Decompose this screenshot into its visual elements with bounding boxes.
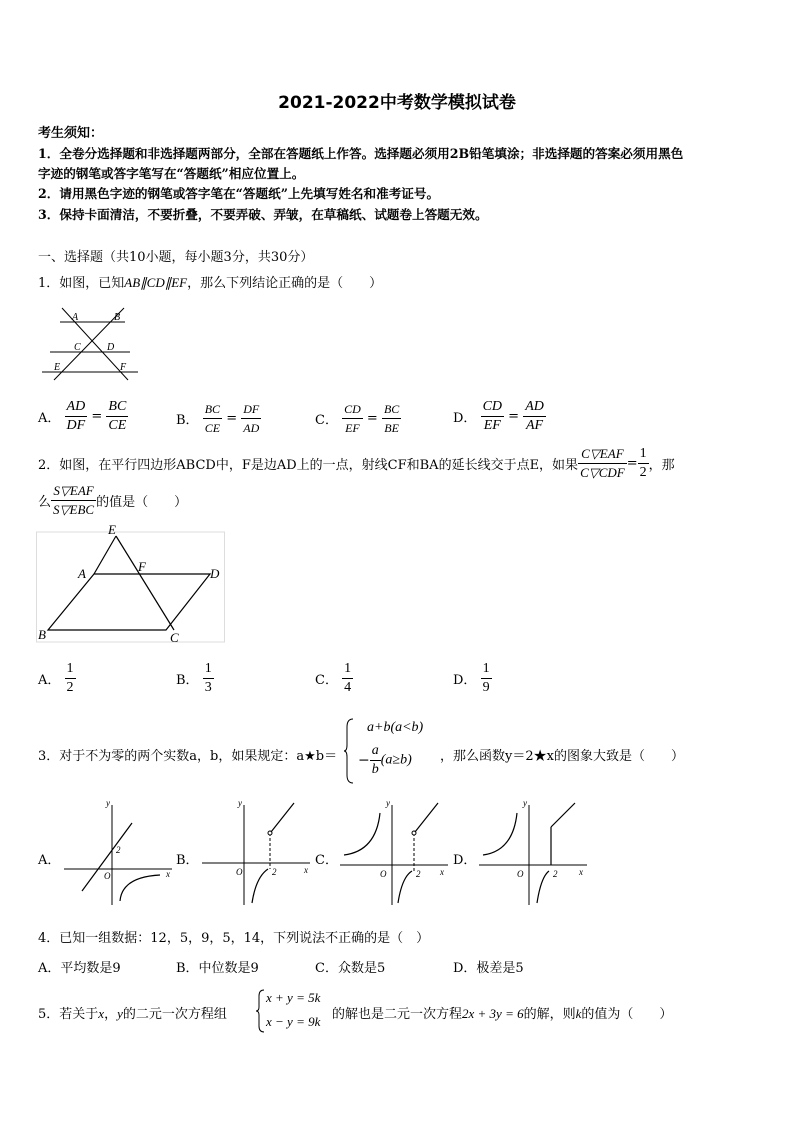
notice-line-3: 3．保持卡面清洁，不要折叠，不要弄破、弄皱，在草稿纸、试题卷上答题无效。 xyxy=(38,207,488,222)
label-B: B xyxy=(38,627,46,642)
page-title: 2021-2022中考数学模拟试卷 xyxy=(278,93,516,113)
q3-case-2: − $\frac{a}{b}$ (a≥b) xyxy=(358,743,412,777)
q4-option-a[interactable]: A．平均数是9 xyxy=(38,961,121,976)
q3-stem-post: ，那么函数y＝2★x的图象大致是（ ） xyxy=(440,749,684,764)
q4-option-b[interactable]: B．中位数是9 xyxy=(176,961,259,976)
q3-option-b-label[interactable]: B． xyxy=(176,853,199,868)
q2-option-a[interactable]: A． $\frac{1}{2}$ xyxy=(38,661,74,695)
q1-suffix: ，那么下列结论正确的是（ ） xyxy=(187,276,383,291)
label-A: A xyxy=(72,312,79,323)
y-axis-label: y xyxy=(386,798,390,808)
x-axis-label: x xyxy=(166,869,170,879)
line-ec xyxy=(116,536,174,630)
q1-option-b[interactable]: B． $\frac{BC}{CE}$ = $\frac{DF}{AD}$ xyxy=(176,402,260,435)
line-graph xyxy=(551,803,575,827)
tick-label: 2 xyxy=(416,869,421,879)
origin-label: O xyxy=(236,867,243,877)
q5-stem-end: 的解也是二元一次方程2x + 3y = 6的解，则k的值为（ ） xyxy=(332,1006,673,1022)
label-E: E xyxy=(108,522,116,537)
x-axis-label: x xyxy=(304,865,308,875)
figure-frame xyxy=(37,532,225,642)
y-axis-label: y xyxy=(238,798,242,808)
q2-option-c[interactable]: C． $\frac{1}{4}$ xyxy=(315,661,352,695)
notice-line-1b: 字迹的钢笔或答字笔写在“答题纸”相应位置上。 xyxy=(38,166,305,181)
x-axis-label: x xyxy=(440,867,444,877)
q3-graph-c[interactable] xyxy=(336,797,454,909)
origin-label: O xyxy=(380,869,387,879)
curve-graph xyxy=(252,869,268,903)
q2-stem-line2: 么 $\frac{\text{S▽EAF}}{\text{S▽EBC}}$ 的值是（ ） xyxy=(38,483,188,517)
q2-figure xyxy=(36,522,226,646)
label-D: D xyxy=(107,342,115,353)
q2-option-b[interactable]: B． $\frac{1}{3}$ xyxy=(176,661,212,695)
line-ae xyxy=(94,536,116,574)
q1-option-d[interactable]: D． $\frac{CD}{EF}$ = $\frac{AD}{AF}$ xyxy=(453,399,544,433)
label-E: E xyxy=(54,362,61,373)
q3-option-c-label[interactable]: C． xyxy=(315,853,338,868)
q2-stem-line1: 2．如图，在平行四边形ABCD中，F是边AD上的一点，射线CF和BA的延长线交于点E，如果 $\frac{\text{C▽EAF}}{\text{C▽CDF}}$ = $\frac{1}{2}$ ，那 xyxy=(38,446,675,480)
label-B: B xyxy=(114,312,121,323)
curve-right xyxy=(537,871,549,903)
tick-label: 2 xyxy=(116,845,121,855)
q3-graph-b[interactable] xyxy=(198,797,316,909)
q1-figure xyxy=(40,300,140,382)
q3-case-1: a+b(a<b) xyxy=(367,720,424,735)
notice-line-2: 2．请用黑色字迹的钢笔或答字笔在“答题纸”上先填写姓名和准考证号。 xyxy=(38,186,440,201)
x-axis-label: x xyxy=(579,867,583,877)
q3-option-d-label[interactable]: D． xyxy=(453,853,477,868)
origin-label: O xyxy=(517,869,524,879)
q4-option-c[interactable]: C．众数是5 xyxy=(315,961,386,976)
curve-right xyxy=(398,871,412,903)
tick-label: 2 xyxy=(553,869,558,879)
q4-stem: 4．已知一组数据：12，5，9，5，14，下列说法不正确的是（ ） xyxy=(38,931,430,946)
q5-equation-2: x − y = 9k xyxy=(266,1014,321,1029)
notice-heading: 考生须知： xyxy=(38,126,104,141)
tick-label: 2 xyxy=(272,867,277,877)
label-C: C xyxy=(74,342,81,353)
label-F: F xyxy=(138,559,146,574)
y-axis-label: y xyxy=(523,798,527,808)
notice-line-1a: 1．全卷分选择题和非选择题两部分，全部在答题纸上作答。选择题必须用2B铅笔填涂；非选择题的答案必须用黑色 xyxy=(38,146,684,161)
q5-brace xyxy=(255,988,265,1034)
curve-graph xyxy=(120,875,160,901)
q1-math: AB∥CD∥EF xyxy=(124,275,188,290)
q3-graph-a[interactable] xyxy=(60,797,178,909)
curve-left xyxy=(344,813,380,855)
q1-stem xyxy=(38,272,382,291)
label-D: D xyxy=(210,566,220,581)
label-A: A xyxy=(78,566,86,581)
q5-stem: 5．若关于x，y的二元一次方程组 xyxy=(38,1006,227,1022)
q5-equation-1: x + y = 5k xyxy=(266,990,321,1005)
label-C: C xyxy=(170,630,179,645)
q1-prefix: 1．如图，已知 xyxy=(38,276,125,291)
y-axis-label: y xyxy=(106,798,110,808)
q3-stem-pre: 3．对于不为零的两个实数a，b，如果规定：a★b＝ xyxy=(38,749,338,764)
line-graph xyxy=(271,803,294,832)
origin-label: O xyxy=(104,871,111,881)
q2-option-d[interactable]: D． $\frac{1}{9}$ xyxy=(453,661,490,695)
q3-brace xyxy=(343,717,355,785)
q1-option-a[interactable]: A． $\frac{AD}{DF}$ = $\frac{BC}{CE}$ xyxy=(38,399,127,433)
section-heading: 一、选择题（共10小题，每小题3分，共30分） xyxy=(38,250,314,265)
q4-option-d[interactable]: D．极差是5 xyxy=(453,961,524,976)
parallelogram-abcd xyxy=(48,574,210,630)
q3-graph-d[interactable] xyxy=(475,797,593,909)
q1-option-c[interactable]: C． $\frac{CD}{EF}$ = $\frac{BC}{BE}$ xyxy=(315,402,400,435)
label-F: F xyxy=(120,362,127,373)
q3-option-a-label[interactable]: A． xyxy=(38,853,61,868)
curve-left xyxy=(483,813,517,855)
line-graph xyxy=(415,803,438,832)
